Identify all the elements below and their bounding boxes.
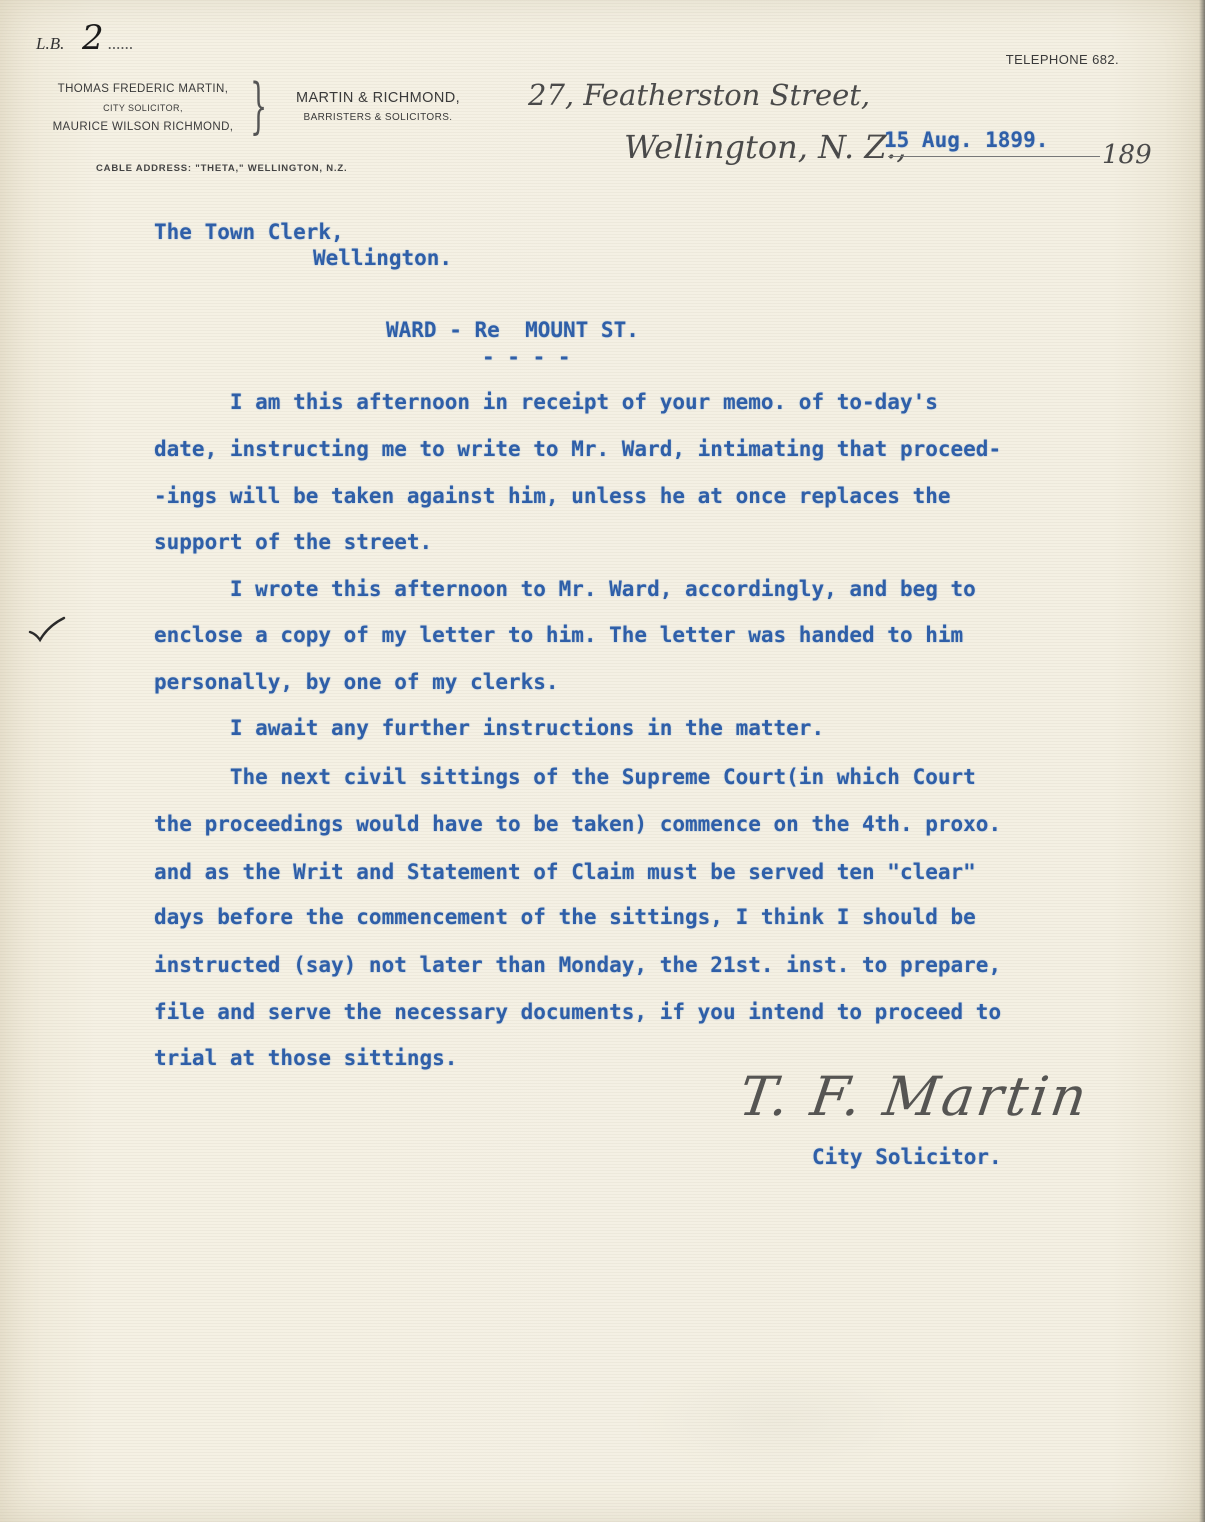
body-line: enclose a copy of my letter to him. The letter was handed to him	[154, 623, 964, 647]
paper-stain	[630, 1360, 930, 1480]
body-line: trial at those sittings.	[154, 1046, 458, 1070]
body-line: the proceedings would have to be taken) commence on the 4th. proxo.	[154, 812, 1002, 836]
body-line: file and serve the necessary documents, if you intend to proceed to	[154, 1000, 1002, 1024]
city-address: Wellington, N. Z.,	[624, 128, 907, 166]
subject-rule: - - - -	[482, 345, 571, 369]
partner-1-name: THOMAS FREDERIC MARTIN,	[57, 83, 229, 95]
firm-description: BARRISTERS & SOLICITORS.	[303, 112, 453, 123]
body-line: -ings will be taken against him, unless he at once replaces the	[154, 484, 951, 508]
telephone-number: TELEPHONE 682.	[1005, 52, 1119, 67]
cable-address: CABLE ADDRESS: "THETA," WELLINGTON, N.Z.	[96, 163, 348, 174]
year-suffix: 189	[1102, 140, 1152, 170]
handwritten-signature: T. F. Martin	[735, 1065, 1094, 1128]
partners-block	[40, 80, 246, 137]
margin-tick-icon	[28, 616, 68, 646]
addressee-line-1: The Town Clerk,	[154, 220, 344, 244]
signatory-title: City Solicitor.	[812, 1145, 1002, 1169]
date-underline	[888, 156, 1100, 157]
brace-icon: }	[250, 71, 268, 141]
lb-number: 2	[82, 18, 104, 58]
firm-block	[276, 88, 480, 128]
body-line: instructed (say) not later than Monday, the 21st. inst. to prepare,	[154, 953, 1002, 977]
body-line: and as the Writ and Statement of Claim must be served ten "clear"	[154, 860, 976, 884]
body-line: date, instructing me to write to Mr. Ward, intimating that proceed-	[154, 437, 1002, 461]
body-line: I am this afternoon in receipt of your memo. of to-day's	[154, 390, 938, 414]
body-line: support of the street.	[154, 530, 433, 554]
lb-prefix: L.B.	[36, 34, 65, 53]
body-line: The next civil sittings of the Supreme Court(in which Court	[154, 765, 976, 789]
firm-name: MARTIN & RICHMOND,	[295, 90, 461, 106]
subject-heading: WARD - Re MOUNT ST.	[386, 318, 639, 342]
body-line: days before the commencement of the sittings, I think I should be	[154, 905, 976, 929]
letter-book-reference	[36, 18, 134, 58]
page-edge-shadow	[1199, 0, 1205, 1522]
body-line: I await any further instructions in the matter.	[154, 716, 825, 740]
body-line: personally, by one of my clerks.	[154, 670, 559, 694]
addressee-line-2: Wellington.	[313, 246, 453, 270]
partner-2-name: MAURICE WILSON RICHMOND,	[52, 121, 234, 133]
street-address: 27, Featherston Street,	[528, 78, 871, 112]
lb-dots: ......	[108, 34, 134, 53]
body-line: I wrote this afternoon to Mr. Ward, accordingly, and beg to	[154, 577, 976, 601]
letter-date: 15 Aug. 1899.	[884, 128, 1049, 152]
partner-1-title: CITY SOLICITOR,	[103, 103, 183, 113]
